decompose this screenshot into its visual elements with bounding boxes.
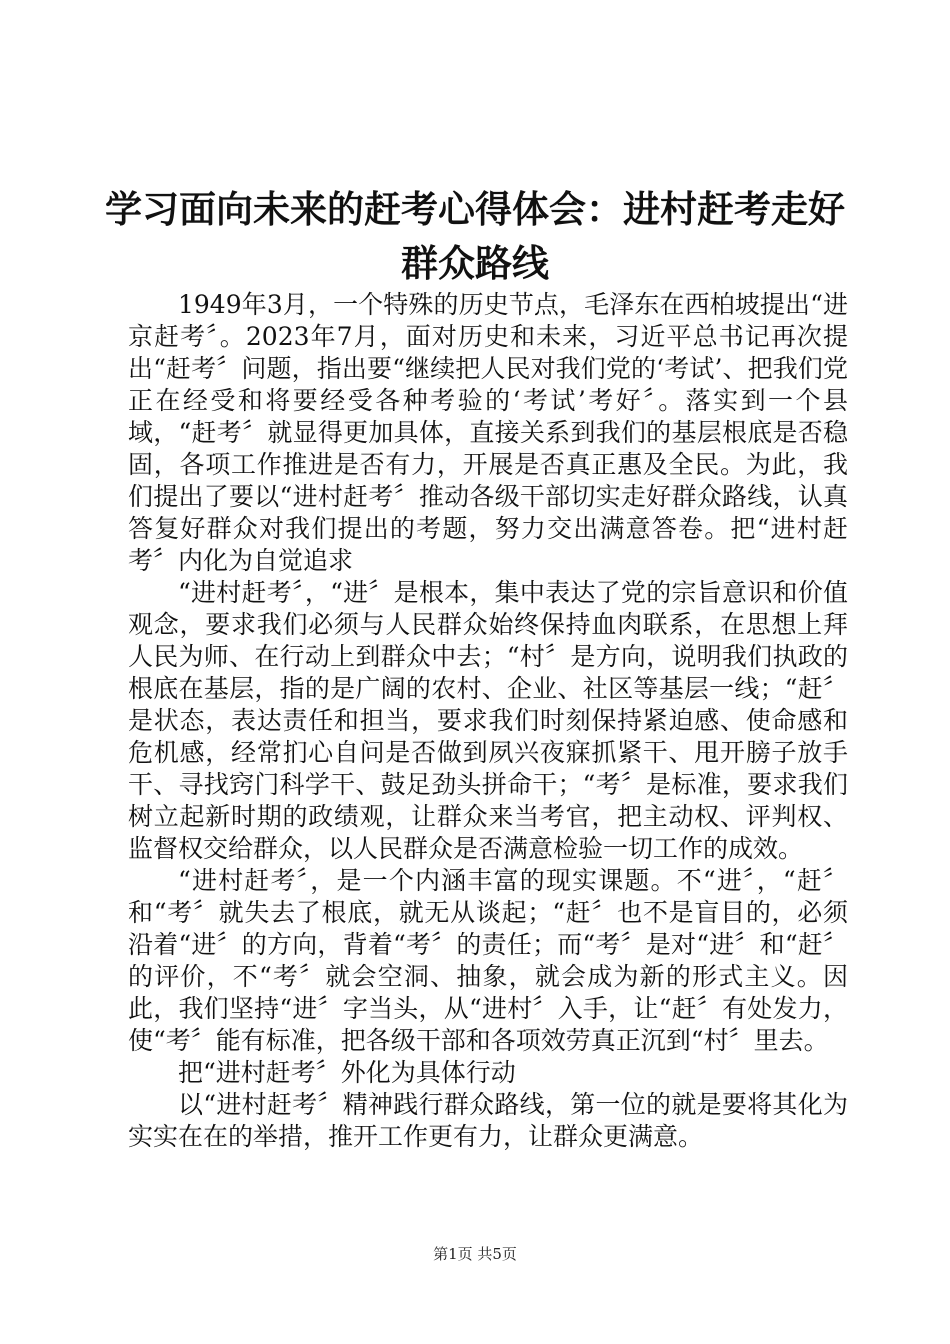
paragraph: “进村赶考〞，“进〞是根本，集中表达了党的宗旨意识和价值观念，要求我们必须与人民群众始终保持血肉联系，在思想上拜人民为师、在行动上到群众中去；“村〞是方向，说明我们执政的根底在基层，指的是广阔的农村、企业、社区等基层一线；“赶〞是状态，表达责任和担当，要求我们时刻保持紧迫感、使命感和危机感，经常扪心自问是否做到夙兴夜寐抓紧干、甩开膀子放手干、寻找窍门科学干、鼓足劲头拼命干；“考〞是标准，要求我们树立起新时期的政绩观，让群众来当考官，把主动权、评判权、监督权交给群众，以人民群众是否满意检验一切工作的成效。 bbox=[128, 578, 848, 863]
paragraph: “进村赶考〞，是一个内涵丰富的现实课题。不“进〞，“赶〞和“考〞就失去了根底，就无从谈起；“赶〞也不是盲目的，必须沿着“进〞的方向，背着“考〞的责任；而“考〞是对“进〞和“赶〞的评价，不“考〞就会空洞、抽象，就会成为新的形式主义。因此，我们坚持“进〞字当头，从“进村〞入手，让“赶〞有处发力，使“考〞能有标准，把各级干部和各项效劳真正沉到“村〞里去。 bbox=[128, 866, 848, 1055]
paragraph: 1949年3月，一个特殊的历史节点，毛泽东在西柏坡提出“进京赶考〞。2023年7月，面对历史和未来，习近平总书记再次提出“赶考〞问题，指出要“继续把人民对我们党的‘考试’、把我们党正在经受和将要经受各种考验的‘考试’考好〞。落实到一个县域，“赶考〞就显得更加具体，直接关系到我们的基层根底是否稳固，各项工作推进是否有力，开展是否真正惠及全民。为此，我们提出了要以“进村赶考〞推动各级干部切实走好群众路线，认真答复好群众对我们提出的考题，努力交出满意答卷。把“进村赶考〞内化为自觉追求 bbox=[128, 290, 848, 575]
section-heading: 把“进村赶考〞外化为具体行动 bbox=[178, 1058, 516, 1087]
paragraph: 以“进村赶考〞精神践行群众路线，第一位的就是要将其化为实实在在的举措，推开工作更有力，让群众更满意。 bbox=[128, 1090, 848, 1151]
document-title-line-2: 群众路线 bbox=[401, 241, 549, 285]
document-body bbox=[128, 289, 848, 1153]
page-footer: 第1页 共5页 bbox=[433, 1245, 517, 1263]
document-title-line-1: 学习面向未来的赶考心得体会：进村赶考走好 bbox=[105, 187, 845, 231]
